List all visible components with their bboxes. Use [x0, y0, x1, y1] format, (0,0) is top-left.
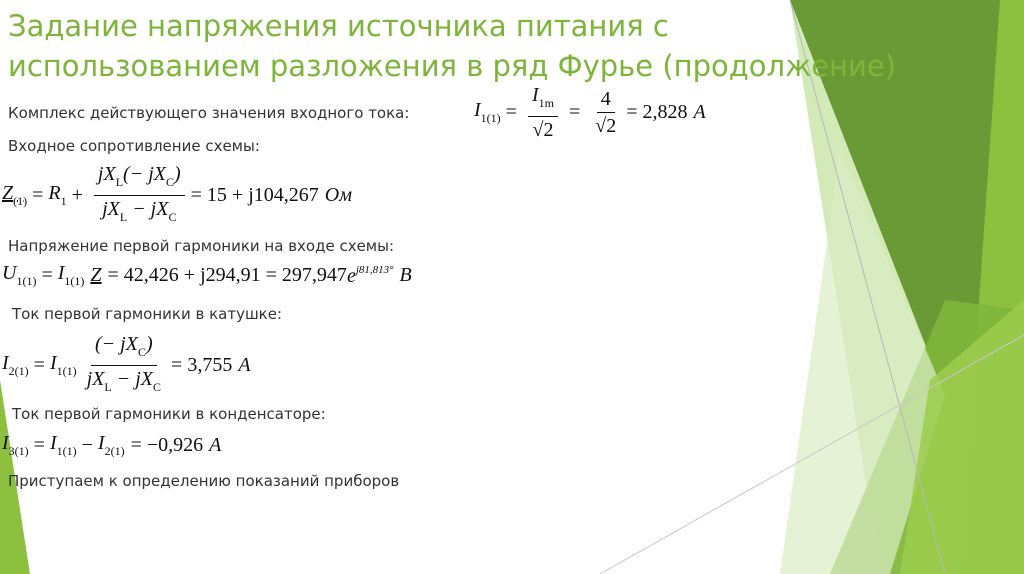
- formula-coil-current: $I_{2(1)}$ = $I_{1(1)}$ $\frac{(- jX_C)}{jX_L - jX_C}$ = 3,755 A: [2, 333, 251, 398]
- label-capacitor-current: Ток первой гармоники в конденсаторе:: [12, 405, 326, 423]
- f2-r: $R_1$: [48, 182, 67, 208]
- f4-result: = 3,755: [171, 354, 233, 376]
- formula-input-current: $I_{1(1)}$ = $\frac{I_{1m}}{√2}$ = $\frac{4}{√2}$ = 2,828 A: [474, 84, 706, 141]
- label-coil-current: Ток первой гармоники в катушке:: [12, 305, 283, 323]
- f4-current: $I_{1(1)}$: [49, 352, 77, 378]
- f1-fraction-2: $\frac{4}{√2}$: [595, 88, 617, 137]
- f2-fraction: $\frac{jX_L(- jX_C)}{jX_L - jX_C}$: [94, 163, 185, 228]
- formula-capacitor-current: $I_{3(1)}$ = $I_{1(1)}$ − $I_{2(1)}$ = −0,926 A: [2, 432, 222, 458]
- title-line-1: Задание напряжения источника питания с: [8, 9, 669, 43]
- label-first-harmonic-voltage: Напряжение первой гармоники на входе схемы:: [8, 237, 395, 255]
- f1-result: = 2,828: [626, 101, 688, 123]
- f3-current: $I_{1(1)}$: [57, 262, 85, 288]
- f2-result: = 15 + j104,267: [190, 184, 319, 206]
- title-line-2: использованием разложения в ряд Фурье (продолжение): [8, 49, 897, 83]
- formula-first-harmonic-voltage: $U_{1(1)}$ = $I_{1(1)}$ Z = 42,426 + j294,91 = 297,947 $e^{j81,813^\circ}$ B: [2, 262, 412, 288]
- f5-lhs: $I_{3(1)}$: [2, 432, 29, 458]
- f3-exponential: $e^{j81,813^\circ}$: [346, 263, 394, 287]
- f3-lhs: $U_{1(1)}$: [2, 262, 37, 288]
- f5-term-b: $I_{2(1)}$: [97, 432, 125, 458]
- f3-impedance: Z: [90, 264, 102, 286]
- f2-unit: Ом: [324, 184, 352, 206]
- formula-input-impedance: $Z_{(1)}$ = $R_1$ + $\frac{jX_L(- jX_C)}{jX_L - jX_C}$ = 15 + j104,267 Ом: [2, 163, 352, 228]
- label-complex-current: Комплекс действующего значения входного тока:: [8, 104, 410, 122]
- f5-unit: A: [209, 434, 222, 456]
- f1-fraction-1: $\frac{I_{1m}}{√2}$: [528, 84, 558, 141]
- f3-result: = 42,426 + j294,91 = 297,947: [107, 264, 347, 286]
- label-input-resistance: Входное сопротивление схемы:: [8, 137, 260, 155]
- f3-unit: B: [399, 264, 412, 286]
- f1-lhs: $I_{1(1)}$: [474, 99, 501, 125]
- f4-lhs: $I_{2(1)}$: [2, 352, 29, 378]
- label-instruments: Приступаем к определению показаний приборов: [8, 472, 400, 490]
- f2-lhs: $Z_{(1)}$: [2, 182, 28, 208]
- f1-unit: A: [693, 101, 706, 123]
- f5-result: = −0,926: [130, 434, 204, 456]
- slide-title: [8, 6, 908, 86]
- f5-term-a: $I_{1(1)}$: [49, 432, 77, 458]
- f4-unit: A: [238, 354, 251, 376]
- f4-fraction: $\frac{(- jX_C)}{jX_L - jX_C}$: [86, 333, 162, 394]
